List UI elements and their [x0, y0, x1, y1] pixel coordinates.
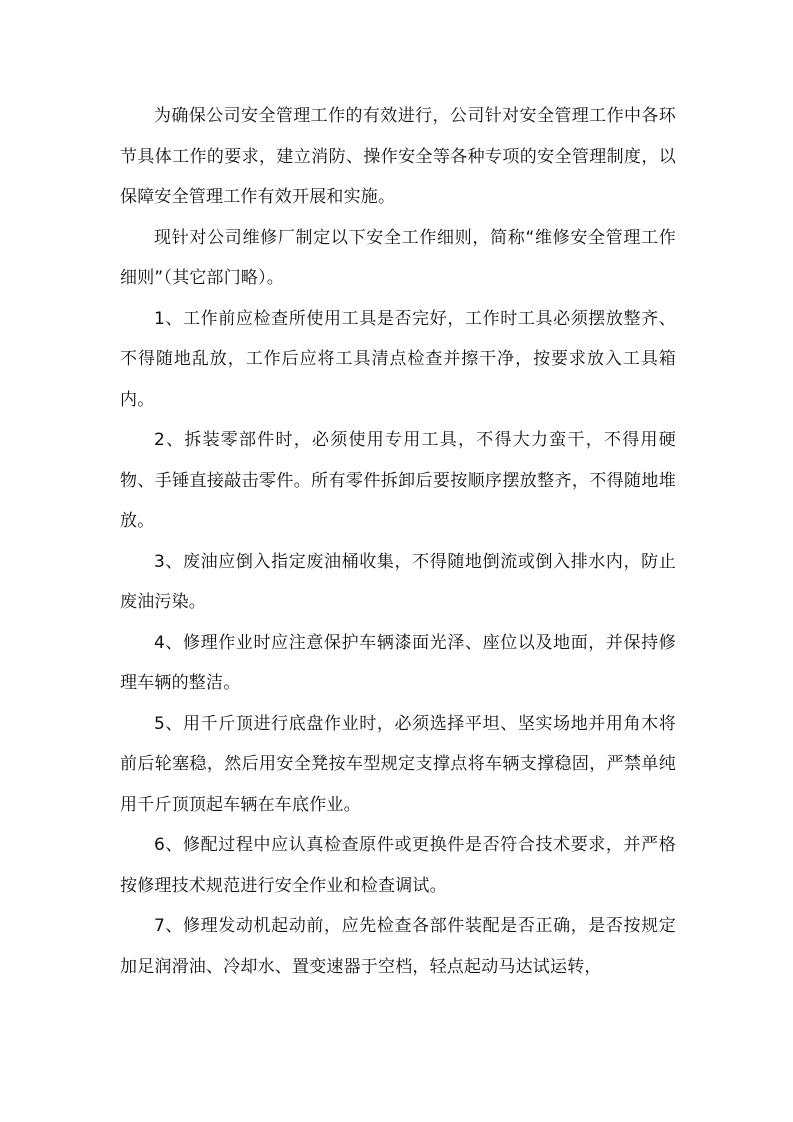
rule-2-paragraph: 2、拆装零部件时，必须使用专用工具，不得大力蛮干，不得用硬物、手锤直接敲击零件。所有零件拆卸后要按顺序摆放整齐，不得随地堆放。: [120, 430, 676, 531]
rule-3-paragraph: 3、废油应倒入指定废油桶收集，不得随地倒流或倒入排水内，防止废油污染。: [120, 551, 676, 612]
rule-1-paragraph: 1、工作前应检查所使用工具是否完好，工作时工具必须摆放整齐、不得随地乱放，工作后应将工具清点检查并擦干净，按要求放入工具箱内。: [120, 308, 676, 410]
rule-6-paragraph: 6、修配过程中应认真检查原件或更换件是否符合技术要求，并严格按修理技术规范进行安全作业和检查调试。: [120, 835, 676, 896]
scope-paragraph: 现针对公司维修厂制定以下安全工作细则，简称“维修安全管理工作细则”（其它部门略）。: [120, 227, 676, 288]
rule-7-paragraph: 7、修理发动机起动前，应先检查各部件装配是否正确，是否按规定加足润滑油、冷却水、置变速器于空档，轻点起动马达试运转，: [120, 916, 676, 977]
intro-paragraph: 为确保公司安全管理工作的有效进行，公司针对安全管理工作中各环节具体工作的要求，建立消防、操作安全等各种专项的安全管理制度，以保障安全管理工作有效开展和实施。: [120, 106, 676, 207]
rule-4-paragraph: 4、修理作业时应注意保护车辆漆面光泽、座位以及地面，并保持修理车辆的整洁。: [120, 632, 676, 693]
rule-5-paragraph: 5、用千斤顶进行底盘作业时，必须选择平坦、坚实场地并用角木将前后轮塞稳，然后用安全凳按车型规定支撑点将车辆支撑稳固，严禁单纯用千斤顶顶起车辆在车底作业。: [120, 713, 676, 815]
document-body: [120, 96, 676, 987]
